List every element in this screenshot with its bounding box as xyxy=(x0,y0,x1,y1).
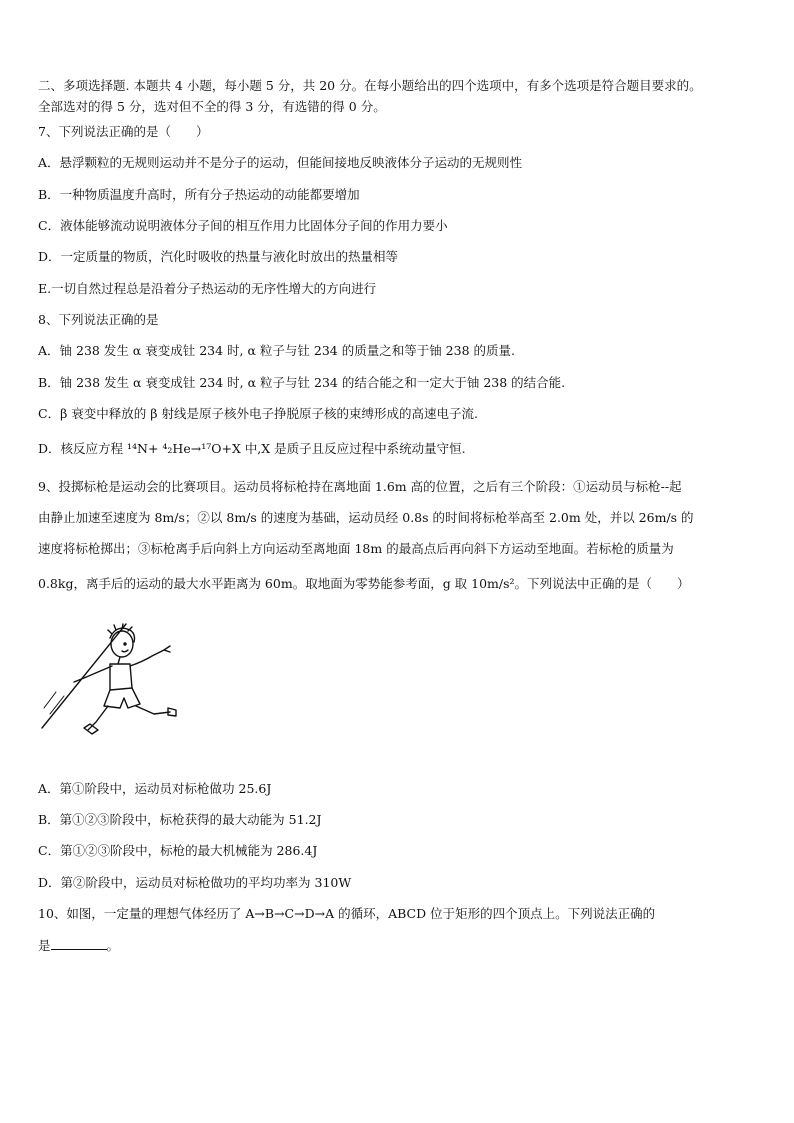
javelin xyxy=(42,624,126,728)
question-10-suffix: 。 xyxy=(106,938,120,953)
question-10-line-2 xyxy=(38,937,768,954)
question-10-line-1: 10、如图，一定量的理想气体经历了 A→B→C→D→A 的循环，ABCD 位于矩形的四个顶点上。下列说法正确的 xyxy=(38,906,656,921)
athlete-head xyxy=(111,631,133,657)
question-9-option-b: B．第①②③阶段中，标枪获得的最大动能为 51.2J xyxy=(38,812,322,827)
question-8-option-b: B．铀 238 发生 α 衰变成钍 234 时, α 粒子与钍 234 的结合能之和一定大于铀 238 的结合能. xyxy=(38,375,566,390)
answer-blank xyxy=(51,937,107,950)
question-9-line-3: 速度将标枪掷出；③标枪离手后向斜上方向运动至离地面 18m 的最高点后再向斜下方运动至地面。若标枪的质量为 xyxy=(38,541,674,556)
question-9-option-d: D．第②阶段中，运动员对标枪做功的平均功率为 310W xyxy=(38,875,352,890)
question-8-option-d: D．核反应方程 ¹⁴N+ ⁴₂He→¹⁷O+X 中,X 是质子且反应过程中系统动量守恒. xyxy=(38,441,466,456)
question-7-option-c: C．液体能够流动说明液体分子间的相互作用力比固体分子间的作用力要小 xyxy=(38,218,448,233)
question-10-prefix: 是 xyxy=(38,938,51,953)
athlete-torso xyxy=(110,664,132,690)
question-9-option-c: C．第①②③阶段中，标枪的最大机械能为 286.4J xyxy=(38,843,318,858)
section-header-line-2: 全部选对的得 5 分，选对但不全的得 3 分，有选错的得 0 分。 xyxy=(38,99,386,114)
section-header-line-1: 二、多项选择题. 本题共 4 小题，每小题 5 分，共 20 分。在每小题给出的四个选项中，有多个选项是符合题目要求的。 xyxy=(38,78,702,93)
question-7-option-e: E.一切自然过程总是沿着分子热运动的无序性增大的方向进行 xyxy=(38,281,377,296)
question-7-stem: 7、下列说法正确的是（ ） xyxy=(38,124,209,139)
question-9-line-4: 0.8kg，离手后的运动的最大水平距离为 60m。取地面为零势能参考面，g 取 10m/s²。下列说法中正确的是（ ） xyxy=(38,576,690,591)
question-9-line-2: 由静止加速至速度为 8m/s；②以 8m/s 的速度为基础，运动员经 0.8s 的时间将标枪举高至 2.0m 处，并以 26m/s 的 xyxy=(38,510,694,525)
question-9-option-a: A．第①阶段中，运动员对标枪做功 25.6J xyxy=(38,781,272,796)
question-9-line-1: 9、投掷标枪是运动会的比赛项目。运动员将标枪持在离地面 1.6m 高的位置，之后有三个阶段：①运动员与标枪--起 xyxy=(38,479,682,494)
question-7-option-d: D．一定质量的物质，汽化时吸收的热量与液化时放出的热量相等 xyxy=(38,249,399,264)
question-8-stem: 8、下列说法正确的是 xyxy=(38,312,159,327)
question-8-option-c: C．β 衰变中释放的 β 射线是原子核外电子挣脱原子核的束缚形成的高速电子流. xyxy=(38,406,478,421)
javelin-thrower-figure xyxy=(38,616,188,748)
question-7-option-b: B．一种物质温度升高时，所有分子热运动的动能都要增加 xyxy=(38,187,360,202)
question-8-option-a: A．铀 238 发生 α 衰变成钍 234 时, α 粒子与钍 234 的质量之和等于铀 238 的质量. xyxy=(38,343,515,358)
question-7-option-a: A．悬浮颗粒的无规则运动并不是分子的运动，但能间接地反映液体分子运动的无规则性 xyxy=(38,155,523,170)
